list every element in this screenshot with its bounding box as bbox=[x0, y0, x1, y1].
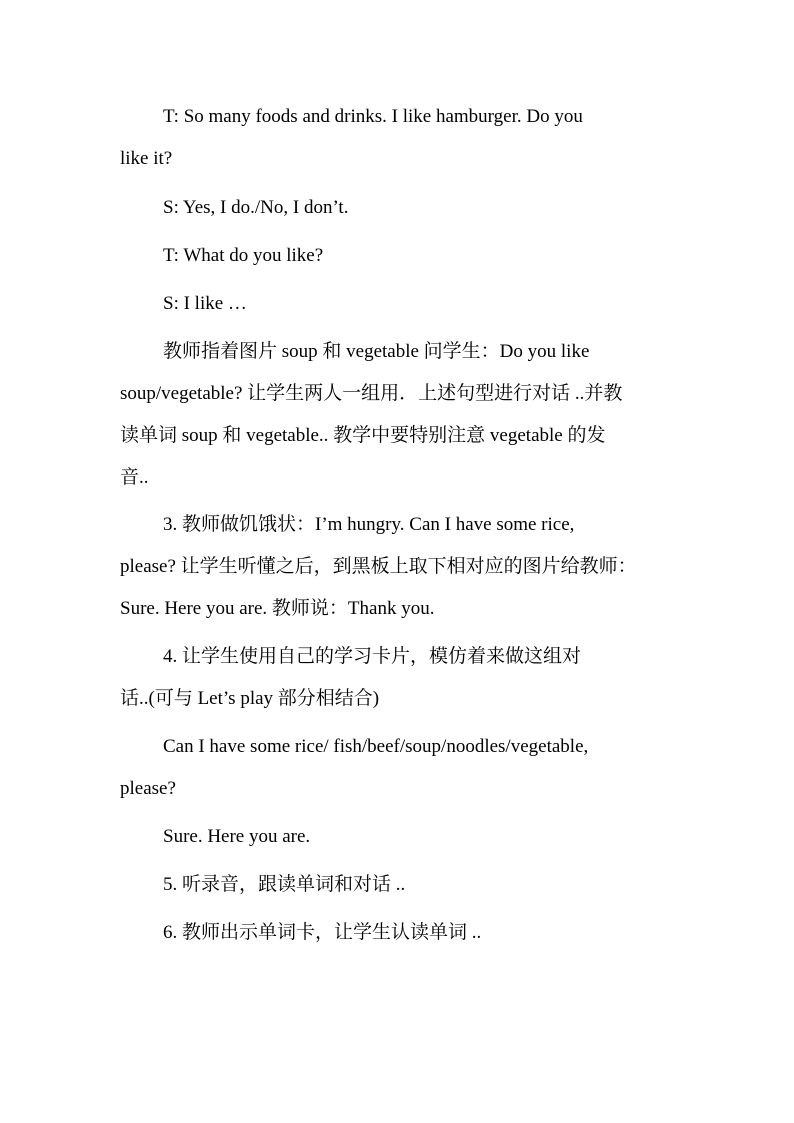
text-line: S: I like … bbox=[163, 293, 247, 314]
text-line: 话..(可与 Let’s play 部分相结合) bbox=[120, 688, 380, 709]
text-line: please? 让学生听懂之后，到黑板上取下相对应的图片给教师： bbox=[120, 556, 637, 577]
text-line: T: What do you like? bbox=[163, 245, 324, 266]
text-line: 教师指着图片 soup 和 vegetable 问学生：Do you like bbox=[163, 341, 590, 362]
text-line: like it? bbox=[120, 148, 173, 169]
text-line: Can I have some rice/ fish/beef/soup/noodles/vegetable, bbox=[163, 736, 589, 757]
text-line: 音.. bbox=[120, 467, 149, 488]
text-line: please? bbox=[120, 778, 176, 799]
text-line: Sure. Here you are. 教师说：Thank you. bbox=[120, 598, 435, 619]
text-line: Sure. Here you are. bbox=[163, 826, 311, 847]
text-line: 3. 教师做饥饿状：I’m hungry. Can I have some rice, bbox=[163, 514, 575, 535]
text-line: 4. 让学生使用自己的学习卡片，模仿着来做这组对 bbox=[163, 646, 582, 667]
text-line: 5. 听录音，跟读单词和对话 .. bbox=[163, 874, 406, 895]
text-line: 6. 教师出示单词卡，让学生认读单词 .. bbox=[163, 922, 482, 943]
text-line: S: Yes, I do./No, I don’t. bbox=[163, 197, 349, 218]
text-line: soup/vegetable? 让学生两人一组用．上述句型进行对话 ..并教 bbox=[120, 383, 623, 404]
text-line: T: So many foods and drinks. I like hamburger. Do you bbox=[163, 106, 583, 127]
text-line: 读单词 soup 和 vegetable.. 教学中要特别注意 vegetable 的发 bbox=[120, 425, 606, 446]
